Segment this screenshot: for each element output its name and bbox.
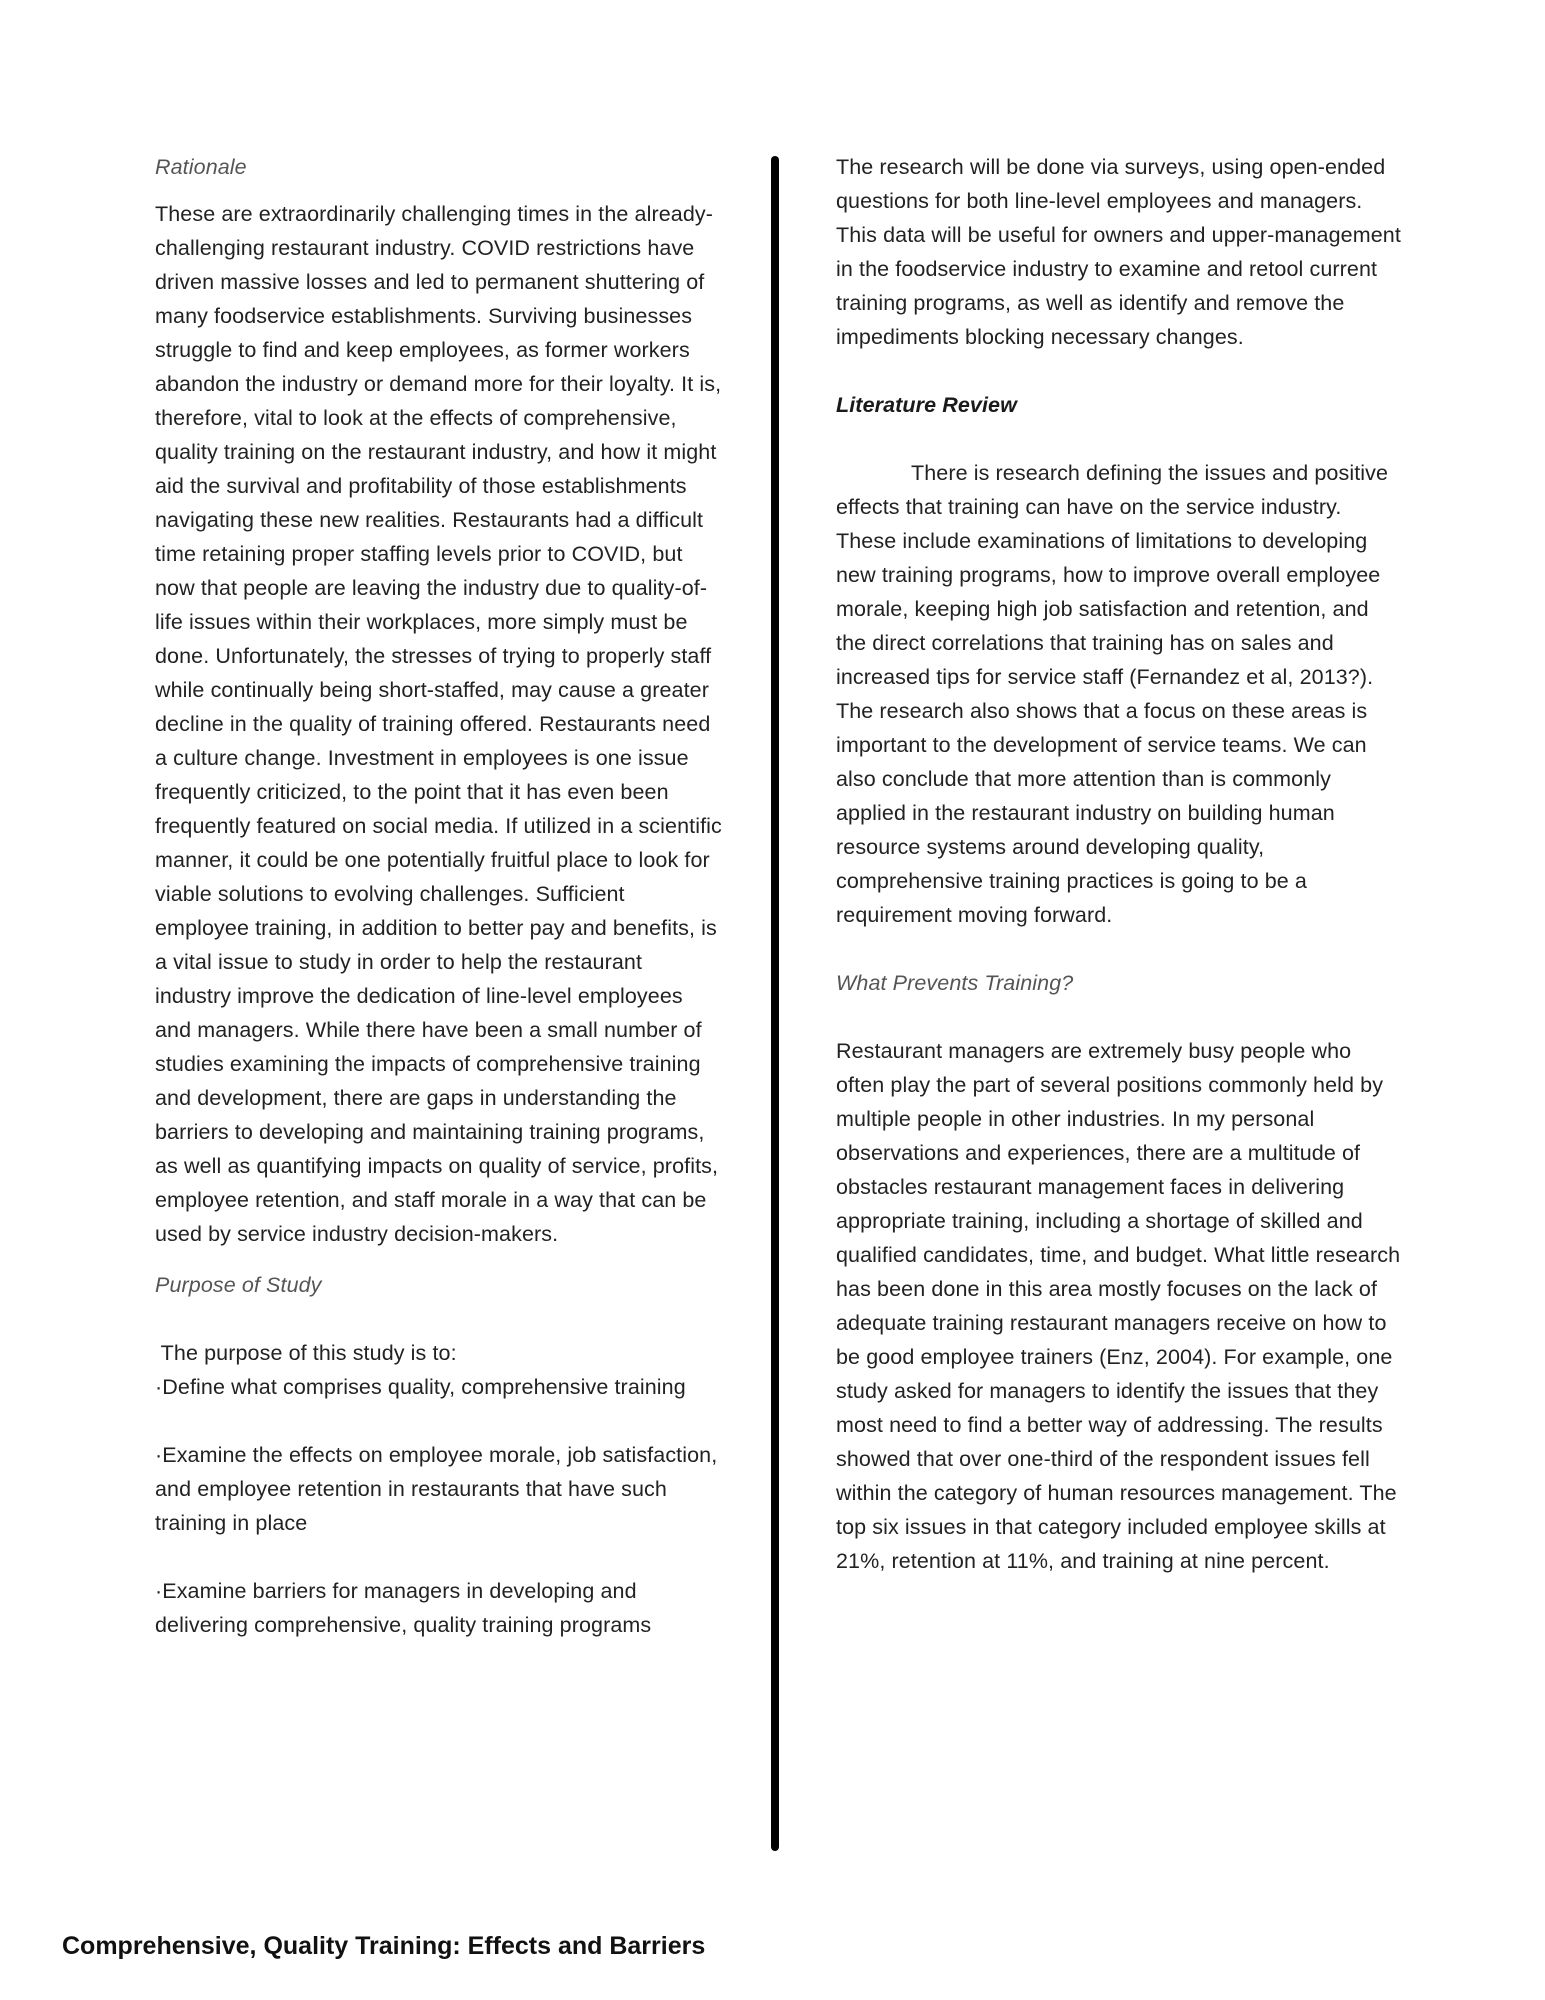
purpose-heading: Purpose of Study — [155, 1273, 322, 1297]
purpose-item-3: ·Examine barriers for managers in developing and delivering comprehensive, quality training programs — [155, 1579, 652, 1637]
method-paragraph: The research will be done via surveys, using open-ended questions for both line-level employees and managers. This data will be useful for owners and upper-management in the foodservice industry to examine and retool current training programs, as well as identify and remove the impediments blocking necessary changes. — [836, 155, 1401, 349]
right-column — [836, 150, 1401, 1578]
purpose-item-2: ·Examine the effects on employee morale, job satisfaction, and employee retention in restaurants that have such training in place — [155, 1443, 718, 1535]
what-prevents-training-heading: What Prevents Training? — [836, 971, 1074, 995]
purpose-intro: The purpose of this study is to: — [155, 1341, 457, 1365]
rationale-paragraph: These are extraordinarily challenging times in the already-challenging restaurant industry. COVID restrictions have driven massive losses and led to permanent shuttering of many foodservice establishments. Surviving businesses struggle to find and keep employees, as former workers abandon the industry or demand more for their loyalty. It is, therefore, vital to look at the effects of comprehensive, quality training on the restaurant industry, and how it might aid the survival and profitability of those establishments navigating these new realities. Restaurants had a difficult time retaining proper staffing levels prior to COVID, but now that people are leaving the industry due to quality-of-life issues within their workplaces, more simply must be done. Unfortunately, the stresses of trying to properly staff while continually being short-staffed, may cause a greater decline in the quality of training offered. Restaurants need a culture change. Investment in employees is one issue frequently criticized, to the point that it has even been frequently featured on social media. If utilized in a scientific manner, it could be one potentially fruitful place to look for viable solutions to evolving challenges. Sufficient employee training, in addition to better pay and benefits, is a vital issue to study in order to help the restaurant industry improve the dedication of line-level employees and managers. While there have been a small number of studies examining the impacts of comprehensive training and development, there are gaps in understanding the barriers to developing and maintaining training programs, as well as quantifying impacts on quality of service, profits, employee retention, and staff morale in a way that can be used by service industry decision-makers. — [155, 202, 722, 1246]
purpose-item-1: ·Define what comprises quality, comprehensive training — [155, 1375, 686, 1399]
literature-review-paragraph: There is research defining the issues and positive effects that training can have on the service industry. These include examinations of limitations to developing new training programs, how to improve overall employee morale, keeping high job satisfaction and retention, and the direct correlations that training has on sales and increased tips for service staff (Fernandez et al, 2013?). The research also shows that a focus on these areas is important to the development of service teams. We can also conclude that more attention than is commonly applied in the restaurant industry on building human resource systems around developing quality, comprehensive training practices is going to be a requirement moving forward. — [836, 461, 1389, 927]
rationale-heading: Rationale — [155, 155, 247, 179]
literature-review-heading: Literature Review — [836, 393, 1017, 417]
what-prevents-training-paragraph: Restaurant managers are extremely busy people who often play the part of several positions commonly held by multiple people in other industries. In my personal observations and experiences, there are a multitude of obstacles restaurant management faces in delivering appropriate training, including a shortage of skilled and qualified candidates, time, and budget. What little research has been done in this area mostly focuses on the lack of adequate training restaurant managers receive on how to be good employee trainers (Enz, 2004). For example, one study asked for managers to identify the issues that they most need to find a better way of addressing. The results showed that over one-third of the respondent issues fell within the category of human resources management. The top six issues in that category included employee skills at 21%, retention at 11%, and training at nine percent. — [836, 1039, 1401, 1573]
column-divider — [771, 156, 779, 1851]
left-column — [155, 150, 723, 1642]
footer-title: Comprehensive, Quality Training: Effects and Barriers — [62, 1932, 706, 1960]
